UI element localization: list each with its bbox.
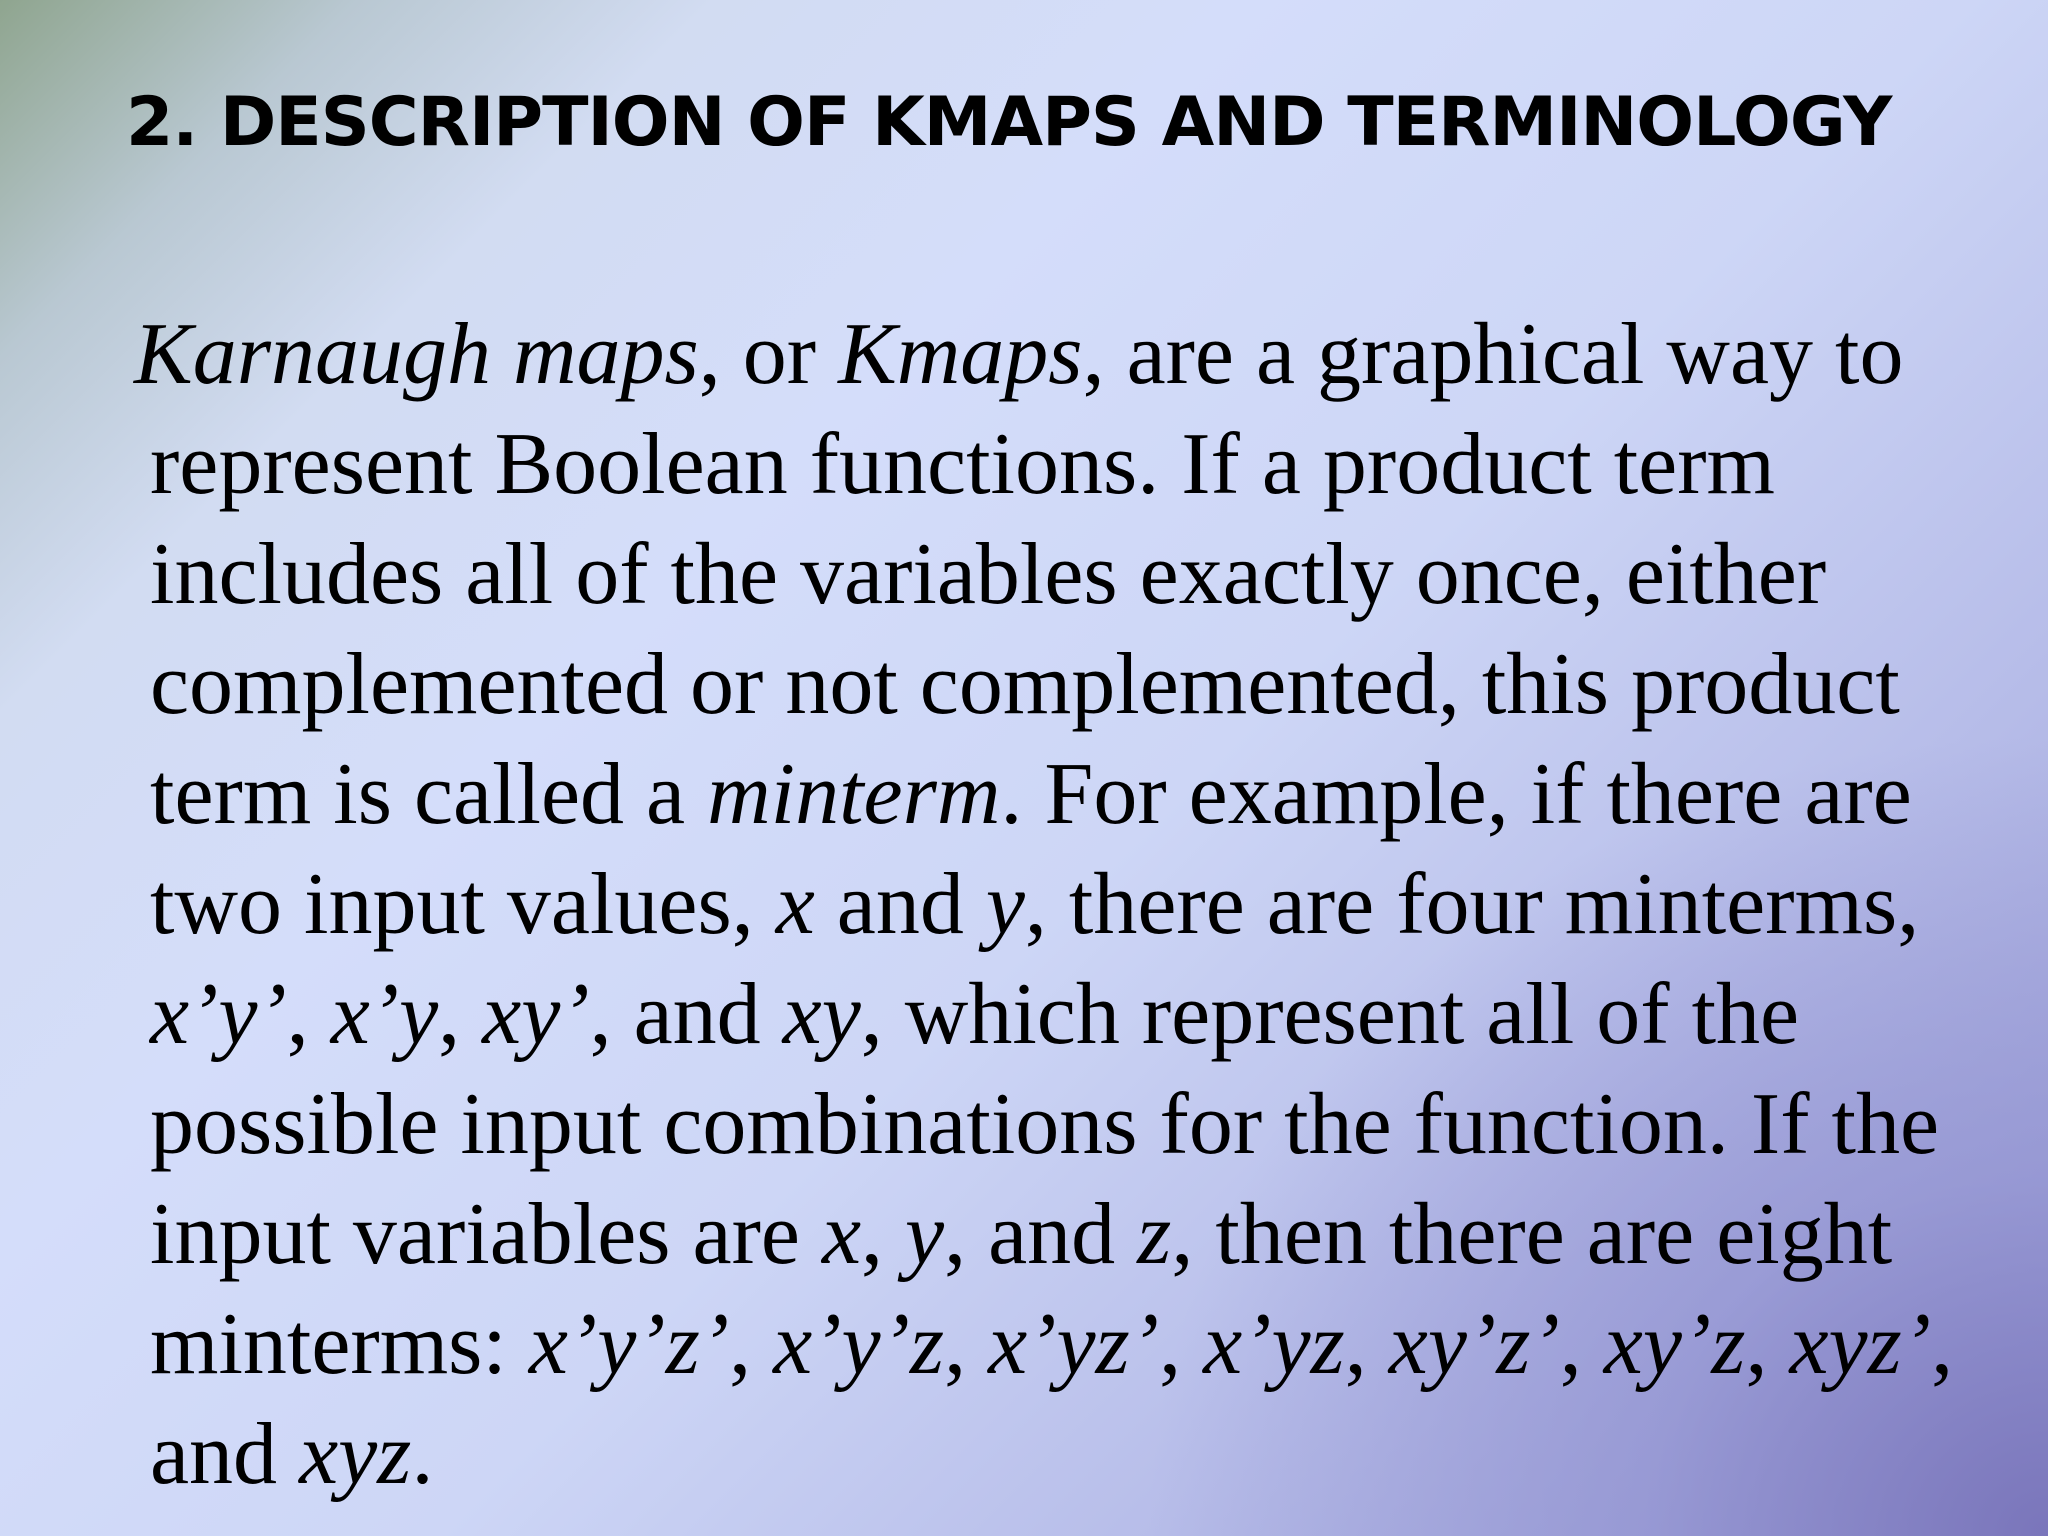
body-text-run: , [1745,1296,1790,1393]
body-text-run: . For example, if there are [1000,746,1912,843]
body-text-run: , [729,1296,774,1393]
italic-term: xy [782,966,861,1063]
body-line [134,1070,2014,1180]
body-text-run: represent Boolean functions. If a product term [150,416,1775,513]
body-text-run: , and [589,966,783,1063]
italic-term: x’yz’ [988,1296,1160,1393]
body-text-run: , are a graphical way to [1082,306,1904,403]
italic-term: x’yz [1203,1296,1345,1393]
body-line [134,1400,2014,1510]
italic-term: y [985,856,1025,953]
body-text-run: includes all of the variables exactly once, either [150,526,1827,623]
italic-term: z [1137,1186,1172,1283]
italic-term: x [775,856,815,953]
body-text-run: minterms: [150,1296,529,1393]
body-text-run: , and [944,1186,1138,1283]
body-text-run: input variables are [150,1186,822,1283]
body-text-run: and [814,856,986,953]
body-text-run: , [1559,1296,1604,1393]
italic-term: x’y’z [773,1296,945,1393]
body-text-run: , [861,1186,906,1283]
body-text-run: possible input combinations for the function. If the [150,1076,1940,1173]
italic-term: x’y’ [150,966,287,1063]
body-text-run: , there are four minterms, [1024,856,1920,953]
body-text-run: term is called a [150,746,708,843]
italic-term: xyz’ [1789,1296,1932,1393]
body-text-run: two input values, [150,856,776,953]
body-text-run: , [1344,1296,1389,1393]
body-line [134,410,2014,520]
italic-term: x’y [330,966,439,1063]
body-text-run: . [411,1406,434,1503]
italic-term: y [905,1186,945,1283]
body-text-run: , then there are eight [1171,1186,1893,1283]
italic-term: xy’z [1603,1296,1746,1393]
italic-term: xyz [299,1406,412,1503]
body-line [134,1290,2014,1400]
body-line [134,740,2014,850]
body-line [134,630,2014,740]
body-text-run: and [150,1406,300,1503]
body-line [134,850,2014,960]
italic-term: x [821,1186,862,1283]
body-line [134,520,2014,630]
italic-term: xy’z’ [1388,1296,1560,1393]
body-text-run: complemented or not complemented, this product [150,636,1900,733]
slide-title: 2. DESCRIPTION OF KMAPS AND TERMINOLOGY [126,83,1892,162]
italic-term: xy’ [482,966,590,1063]
italic-term: Kmaps [838,306,1083,403]
italic-term: minterm [707,746,1001,843]
slide-body-text [134,300,2014,1510]
body-text-run: , which represent all of the [860,966,1800,1063]
body-text-run: , [286,966,331,1063]
italic-term: Karnaugh maps [134,306,699,403]
italic-term: x’y’z’ [528,1296,730,1393]
body-line [134,960,2014,1070]
body-text-run: , [438,966,483,1063]
body-text-run: , or [698,306,839,403]
body-line [134,300,2014,410]
body-text-run: , [944,1296,989,1393]
body-text-run: , [1931,1296,1954,1393]
body-text-run: , [1159,1296,1204,1393]
body-line [134,1180,2014,1290]
